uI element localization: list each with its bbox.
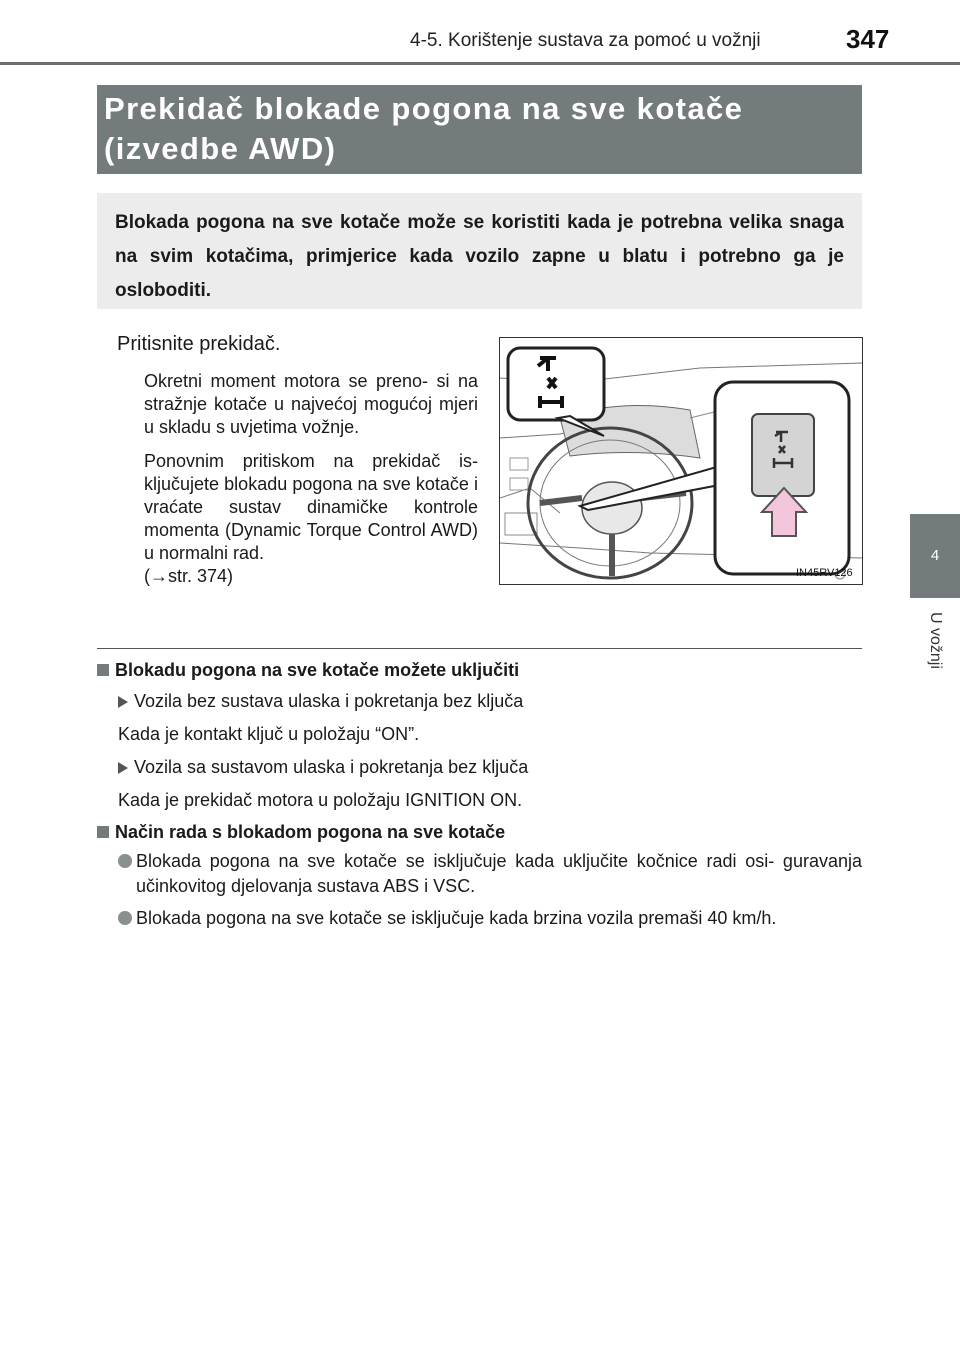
section-heading-2-text: Način rada s blokadom pogona na sve kotače [115, 822, 506, 842]
chapter-label: U vožnji [927, 612, 944, 669]
mode-bullet-1 [118, 849, 862, 899]
triangle-bullet-icon [118, 696, 128, 708]
page-title-line1: Prekidač blokade pogona na sve kotače [104, 91, 744, 126]
section-heading-2 [97, 820, 862, 845]
page-title-banner [97, 85, 862, 174]
header-section-title: 4-5. Korištenje sustava za pomoć u vožnji [410, 30, 761, 51]
page-title [97, 85, 862, 169]
intro-box [97, 193, 862, 309]
circle-bullet-icon [118, 911, 132, 925]
section-heading-1 [97, 658, 862, 683]
page-number: 347 [846, 24, 890, 54]
page-reference-link[interactable]: (→str. 374) [144, 566, 234, 586]
square-bullet-icon [97, 664, 109, 676]
step-paragraph-2-text: Ponovnim pritiskom na prekidač is- ključujete blokadu pogona na sve kotače i vraćate sustav dinamičke kontrole momenta (Dynamic Torque Control AWD) u normalni rad. [144, 451, 478, 563]
section-divider [97, 648, 862, 649]
mode-bullet-2-text: Blokada pogona na sve kotače se isključuje kada brzina vozila premaši 40 km/h. [136, 908, 777, 928]
chapter-number: 4 [930, 547, 940, 564]
step-paragraph-2 [144, 450, 478, 588]
figure-code: IN45RV126 [796, 567, 853, 579]
condition-item-1 [118, 689, 862, 714]
chapter-label-container [926, 612, 948, 692]
step-body [144, 370, 478, 599]
condition-label-2: Vozila sa sustavom ulaska i pokretanja bez ključa [134, 757, 529, 777]
circle-bullet-icon [118, 854, 132, 868]
mode-bullet-2 [118, 906, 862, 931]
mode-bullet-1-text: Blokada pogona na sve kotače se isključuje kada uključite kočnice radi osi- guravanja učinkovitog djelovanja sustava ABS i VSC. [136, 851, 862, 896]
condition-text-2: Kada je prekidač motora u položaju IGNITION ON. [118, 790, 523, 810]
condition-label-1: Vozila bez sustava ulaska i pokretanja bez ključa [134, 691, 524, 711]
chapter-tab[interactable] [910, 514, 960, 598]
page-title-line2: (izvedbe AWD) [104, 131, 337, 166]
dashboard-drawing [500, 338, 862, 584]
square-bullet-icon [97, 826, 109, 838]
header-divider [0, 62, 960, 65]
section-heading-1-text: Blokadu pogona na sve kotače možete uključiti [115, 660, 520, 680]
step-paragraph-1: Okretni moment motora se preno- si na stražnje kotače u najvećoj mogućoj mjeri u skladu s uvjetima vožnje. [144, 371, 478, 437]
condition-text-1: Kada je kontakt ključ u položaju “ON”. [118, 724, 420, 744]
triangle-bullet-icon [118, 762, 128, 774]
step-heading: Pritisnite prekidač. [117, 333, 281, 355]
dashboard-illustration [499, 337, 863, 585]
intro-text: Blokada pogona na sve kotače može se koristiti kada je potrebna velika snaga na svim kotačima, primjerice kada vozilo zapne u blatu i potrebno ga je osloboditi. [115, 212, 844, 301]
condition-item-2 [118, 755, 862, 780]
